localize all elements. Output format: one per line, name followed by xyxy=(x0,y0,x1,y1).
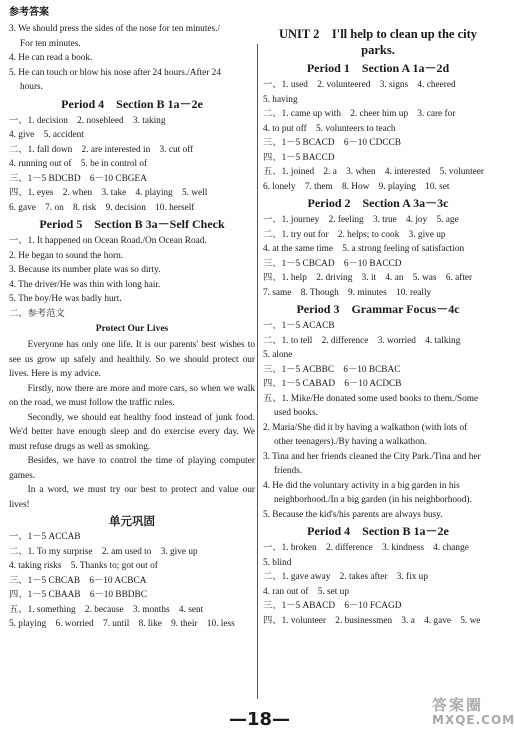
answer-line: 4. He can read a book. xyxy=(9,53,93,63)
answer-line: 三、1－5 ACBBC 6－10 BCBAC xyxy=(263,364,401,375)
answer-line: 一、1－5 ACCAB xyxy=(9,532,81,542)
answer-line: 二、1. gave away 2. takes after 3. fix up xyxy=(263,572,428,582)
answer-line: 四、1－5 CABAD 6－10 ACDCB xyxy=(263,379,402,389)
answer-line: 4. The driver/He was thin with long hair. xyxy=(9,279,161,290)
answer-line: 一、1. It happened on Ocean Road./On Ocean Road. xyxy=(9,236,207,246)
answer-line: 5. playing 6. worried 7. until 8. like 9. their 10. less xyxy=(9,619,235,629)
essay-title: Protect Our Lives xyxy=(95,324,169,334)
answer-line: friends. xyxy=(274,466,303,476)
answer-line: 3. Tina and her friends cleaned the City Park./Tina and her xyxy=(263,451,481,462)
answer-line: 二、1. To my surprise 2. am used to 3. give up xyxy=(9,546,198,557)
answer-line: 4. at the same time 5. a strong feeling of satisfaction xyxy=(263,244,465,254)
answer-line: 一、1. used 2. volunteered 3. signs 4. cheered xyxy=(263,80,456,90)
answer-line: neighborhood./In a big garden (in his neighborhood). xyxy=(274,495,472,505)
section-heading: Period 4 Section B 1a－2e xyxy=(307,524,449,538)
answer-line: 5. alone xyxy=(263,350,293,360)
answer-line: 5. He can touch or blow his nose after 24 hours./After 24 xyxy=(9,67,221,78)
answer-line: 4. taking risks 5. Thanks to; got out of xyxy=(9,561,158,571)
answer-line: 一、1. broken 2. difference 3. kindness 4. change xyxy=(263,543,469,553)
unit-title: UNIT 2 I'll help to clean up the city parks. xyxy=(278,27,478,57)
column-divider xyxy=(257,44,258,699)
answer-line: 五、1. Mike/He donated some used books to them./Some xyxy=(263,393,479,404)
answer-line: 二、1. to tell 2. difference 3. worried 4. talking xyxy=(263,335,461,346)
answer-line: 四、1－5 BACCD xyxy=(263,152,335,163)
answer-line: 二、1. came up with 2. cheer him up 3. care for xyxy=(263,109,456,119)
answer-line: 三、1－5 BCACD 6－10 CDCCB xyxy=(263,138,401,148)
answer-line: 3. Because its number plate was so dirty. xyxy=(9,265,161,275)
answer-line: 2. Maria/She did it by having a walkathon (with lots of xyxy=(263,422,468,433)
answer-line: 四、1－5 CBAAB 6－10 BBDBC xyxy=(9,590,147,600)
answer-line: For ten minutes. xyxy=(20,38,81,49)
left-column xyxy=(9,22,255,632)
answer-line: 4. give 5. accident xyxy=(9,130,84,140)
section-heading: Period 4 Section B 1a－2e xyxy=(61,96,203,111)
answer-line: 4. to put off 5. volunteers to teach xyxy=(263,123,396,134)
essay-paragraph: In a word, we must try our best to protect and value our lives! xyxy=(9,485,255,510)
answer-line: 三、1－5 CBCAB 6－10 ACBCA xyxy=(9,575,147,586)
answer-line: 3. We should press the sides of the nose for ten minutes./ xyxy=(9,24,221,34)
answer-line: 5. Because the kid's/his parents are always busy. xyxy=(263,509,443,520)
answer-line: 二、1. try out for 2. helps; to cook 3. give up xyxy=(263,229,446,240)
answer-line: 三、1－5 CBCAD 6－10 BACCD xyxy=(263,258,402,269)
answer-line: hours. xyxy=(20,82,43,92)
watermark-logo xyxy=(432,696,515,732)
essay-paragraph: Besides, we have to control the time of playing computer games. xyxy=(9,456,255,481)
answer-line: 一、1. decision 2. nosebleed 3. taking xyxy=(9,115,166,126)
review-heading: 单元巩固 xyxy=(109,514,155,528)
essay-paragraph: Everyone has only one life. It is our parents' best wishes to see us grow up safely and healthily. So we should protect our lives. Here is my advice. xyxy=(9,340,255,379)
watermark-text: 答案圈 xyxy=(432,696,484,714)
answer-line: 四、1. eyes 2. when 3. take 4. playing 5. well xyxy=(9,188,208,198)
essay-paragraph: Secondly, we should eat healthy food instead of junk food. We'd better have enough sleep and do exercise every day. We must refuse drugs as well as smoking. xyxy=(9,412,255,452)
answer-line: 4. running out of 5. be in control of xyxy=(9,159,148,169)
answer-line: 四、1. help 2. driving 3. it 4. an 5. was 6. after xyxy=(263,273,473,283)
answer-line: 2. He began to sound the horn. xyxy=(9,250,124,261)
answer-line: other teenagers)./By having a walkathon. xyxy=(274,437,427,447)
answer-line: 5. having xyxy=(263,94,298,105)
answer-line: 5. The boy/He was badly hurt. xyxy=(9,294,122,304)
page-header: 参考答案 xyxy=(9,7,49,18)
answer-line: 一、1. journey 2. feeling 3. true 4. joy 5. age xyxy=(263,215,459,225)
answer-line: 一、1－5 ACACB xyxy=(263,321,335,331)
section-heading: Period 3 Grammar Focus－4c xyxy=(296,302,460,316)
answer-line: 二、1. fall down 2. are interested in 3. cut off xyxy=(9,144,194,155)
answer-line: 4. He did the voluntary activity in a big garden in his xyxy=(263,480,460,491)
watermark-url: MXQE.COM xyxy=(432,713,515,727)
section-heading: Period 2 Section A 3a－3c xyxy=(307,196,449,210)
answer-line: 6. lonely 7. them 8. How 9. playing 10. set xyxy=(263,181,450,192)
answer-line: used books. xyxy=(274,408,318,418)
answer-line: 三、1－5 BDCBD 6－10 CBGEA xyxy=(9,173,147,184)
right-column xyxy=(263,22,493,628)
answer-line: 6. gave 7. on 8. risk 9. decision 10. herself xyxy=(9,202,195,213)
answer-line: 二、参考范文 xyxy=(9,308,65,319)
answer-line: 三、1－5 ABACD 6－10 FCAGD xyxy=(263,601,402,611)
section-heading: Period 5 Section B 3a－Self Check xyxy=(39,217,225,231)
answer-line: 5. blind xyxy=(263,557,292,568)
answer-line: 4. ran out of 5. set up xyxy=(263,586,349,597)
section-heading: Period 1 Section A 1a－2d xyxy=(306,61,450,75)
answer-line: 四、1. volunteer 2. businessmen 3. a 4. gave 5. we xyxy=(263,615,481,626)
essay-paragraph: Firstly, now there are more and more cars, so when we walk on the road, we must follow the traffic rules. xyxy=(9,383,255,408)
answer-line: 五、1. something 2. because 3. months 4. sent xyxy=(9,604,204,615)
answer-line: 7. same 8. Though 9. minutes 10. really xyxy=(263,287,432,298)
answer-line: 五、1. joined 2. a 3. when 4. interested 5. volunteer xyxy=(263,167,485,177)
page-number: —18— xyxy=(229,709,291,730)
